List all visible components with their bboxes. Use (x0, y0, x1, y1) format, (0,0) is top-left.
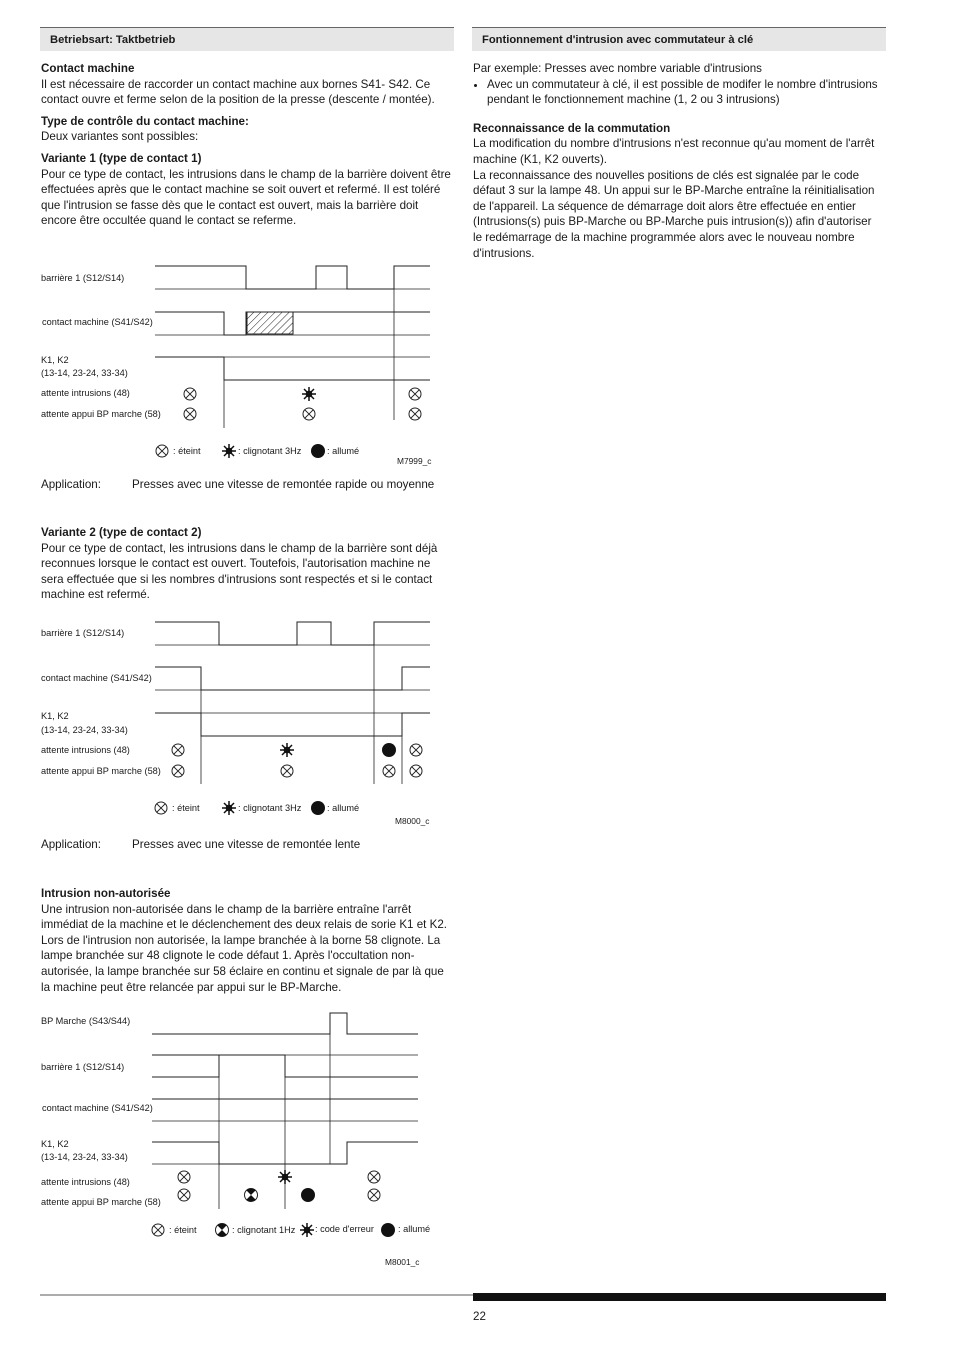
legend-fig2 (155, 801, 325, 815)
label-bp-marche-fig3: BP Marche (S43/S44) (41, 1016, 131, 1026)
lamp-icons-fig1 (184, 387, 421, 420)
label-attente-bp-fig1: attente appui BP marche (58) (41, 409, 161, 419)
bullet-commutateur: • Avec un commutateur à clé, il est possible de modifer le nombre d'intrusions pendant le fonctionnement machine (1, 2 ou 3 intrusions) (487, 77, 878, 108)
label-barriere-fig3: barrière 1 (S12/S14) (41, 1062, 125, 1072)
section-header-commutateur: Fontionnement d'intrusion avec commutateur à clé (472, 27, 886, 51)
intrusion-text: Une intrusion non-autorisée dans le champ de la barrière entraîne l'arrêt immédiat de la machine et le déclenchement des deux relais de sorie K1 et K2. Lors de l'intrusion non autorisée, la lampe branchée à la borne 58 clignote. La lampe branchée sur 48 clignote le code défaut 1. Après l'occultation non-autorisée, la lampe branchée sur 58 éclaire en continu et signale de par là que la machine peut être relancée par appui sur le BP-Marche. (41, 902, 448, 994)
application-value: Presses avec une vitesse de remontée rapide ou moyenne (132, 478, 435, 491)
intro-text-block (41, 61, 456, 229)
intrusion-block (41, 886, 456, 995)
legend-allume-fig1: : allumé (327, 446, 360, 456)
application-label: Application: (41, 838, 101, 851)
label-attente-intr-fig2: attente intrusions (48) (41, 745, 130, 755)
variant2-text: Pour ce type de contact, les intrusions dans le champ de la barrière sont déjà reconnues lorsque le contact est ouvert. Toutefois, l'autorisation machine ne sera effectuée que si les nombres d'intrusions sont respectés et si le contact machine est refermé. (41, 541, 438, 602)
application-variant1 (41, 478, 435, 491)
hatched-tolerance-area (247, 312, 293, 334)
legend-eteint-fig1: : éteint (173, 446, 201, 456)
legend-eteint-fig3: : éteint (169, 1225, 197, 1235)
label-attente-bp-fig3: attente appui BP marche (58) (41, 1197, 161, 1207)
lamp-icons-fig3 (178, 1170, 380, 1202)
example-text: Par exemple: Presses avec nombre variable d'intrusions (473, 62, 762, 75)
variant1-title: Variante 1 (type de contact 1) (41, 151, 202, 165)
label-k1k2-sub-fig2: (13-14, 23-24, 33-34) (41, 725, 128, 735)
application-label: Application: (41, 478, 101, 491)
label-attente-bp-fig2: attente appui BP marche (58) (41, 766, 161, 776)
legend-clign3-fig2: : clignotant 3Hz (238, 803, 302, 813)
page-number: 22 (473, 1310, 486, 1323)
contact-title: Contact machine (41, 62, 135, 75)
figure-id-fig3: M8001_c (385, 1257, 420, 1267)
recon-text1: La modification du nombre d'intrusions n'est reconnue qu'au moment de l'arrêt machine (K1, K2 ouverts). (473, 137, 875, 166)
variant2-title: Variante 2 (type de contact 2) (41, 526, 202, 539)
legend-eteint-fig2: : éteint (172, 803, 200, 813)
legend-code-fig3: : code d'erreur (315, 1224, 374, 1234)
label-barriere-fig1: barrière 1 (S12/S14) (41, 273, 125, 283)
label-contact-fig1: contact machine (S41/S42) (42, 317, 153, 327)
legend-allume-fig2: : allumé (327, 803, 360, 813)
recon-text2: La reconnaissance des nouvelles positions de clés est signalée par le code défaut 3 sur la lampe 48. Un appui sur le BP-Marche entraîne la réinitialisation de l'appareil. La séquence de démarrage doit alors être effectuée en entier (Intrusions(s) puis BP-Marche ou BP-Marche puis intrusion(s)) afin d'autoriser le redémarrage de la machine programmée alors avec le nouveau nombre d'intrusions. (473, 168, 875, 260)
label-k1k2-fig3: K1, K2 (41, 1139, 69, 1149)
legend-clign1-fig3: : clignotant 1Hz (232, 1225, 296, 1235)
variant1-text: Pour ce type de contact, les intrusions dans le champ de la barrière doivent être effectuées après que le contact machine se soit ouvert et refermé. Il est toléré que l'intrusion se fasse dès que le contact est ouvert, mais la barrière doit encore être occultée quand le contact se referme. (41, 167, 451, 228)
application-variant2 (41, 838, 361, 851)
lamp-icons-fig2 (172, 743, 422, 777)
type-title: Type de contrôle du contact machine: (41, 114, 249, 128)
label-k1k2-sub-fig3: (13-14, 23-24, 33-34) (41, 1152, 128, 1162)
application-value: Presses avec une vitesse de remontée lente (132, 838, 361, 851)
label-contact-fig2: contact machine (S41/S42) (41, 673, 152, 683)
type-text: Deux variantes sont possibles: (41, 130, 199, 144)
right-text-block (473, 61, 878, 261)
contact-text: Il est nécessaire de raccorder un contact machine aux bornes S41- S42. Ce contact ouvre et ferme selon de la position de la presse (descente / montée). (41, 77, 435, 107)
variant2-block (41, 525, 456, 603)
label-contact-fig3: contact machine (S41/S42) (42, 1103, 153, 1113)
label-attente-intr-fig1: attente intrusions (48) (41, 388, 130, 398)
section-header-taktbetrieb: Betriebsart: Taktbetrieb (40, 27, 454, 51)
label-attente-intr-fig3: attente intrusions (48) (41, 1177, 130, 1187)
intrusion-title: Intrusion non-autorisée (41, 887, 171, 900)
legend-fig1 (156, 444, 325, 458)
label-k1k2-sub-fig1: (13-14, 23-24, 33-34) (41, 368, 128, 378)
legend-clign3-fig1: : clignotant 3Hz (238, 446, 302, 456)
label-k1k2-fig1: K1, K2 (41, 355, 69, 365)
legend-allume-fig3: : allumé (398, 1224, 431, 1234)
figure-id-fig1: M7999_c (397, 456, 432, 466)
footer-bar (473, 1293, 886, 1301)
label-k1k2-fig2: K1, K2 (41, 711, 69, 721)
legend-fig3 (152, 1223, 395, 1237)
recon-title: Reconnaissance de la commutation (473, 121, 671, 135)
figure-id-fig2: M8000_c (395, 816, 430, 826)
label-barriere-fig2: barrière 1 (S12/S14) (41, 628, 125, 638)
